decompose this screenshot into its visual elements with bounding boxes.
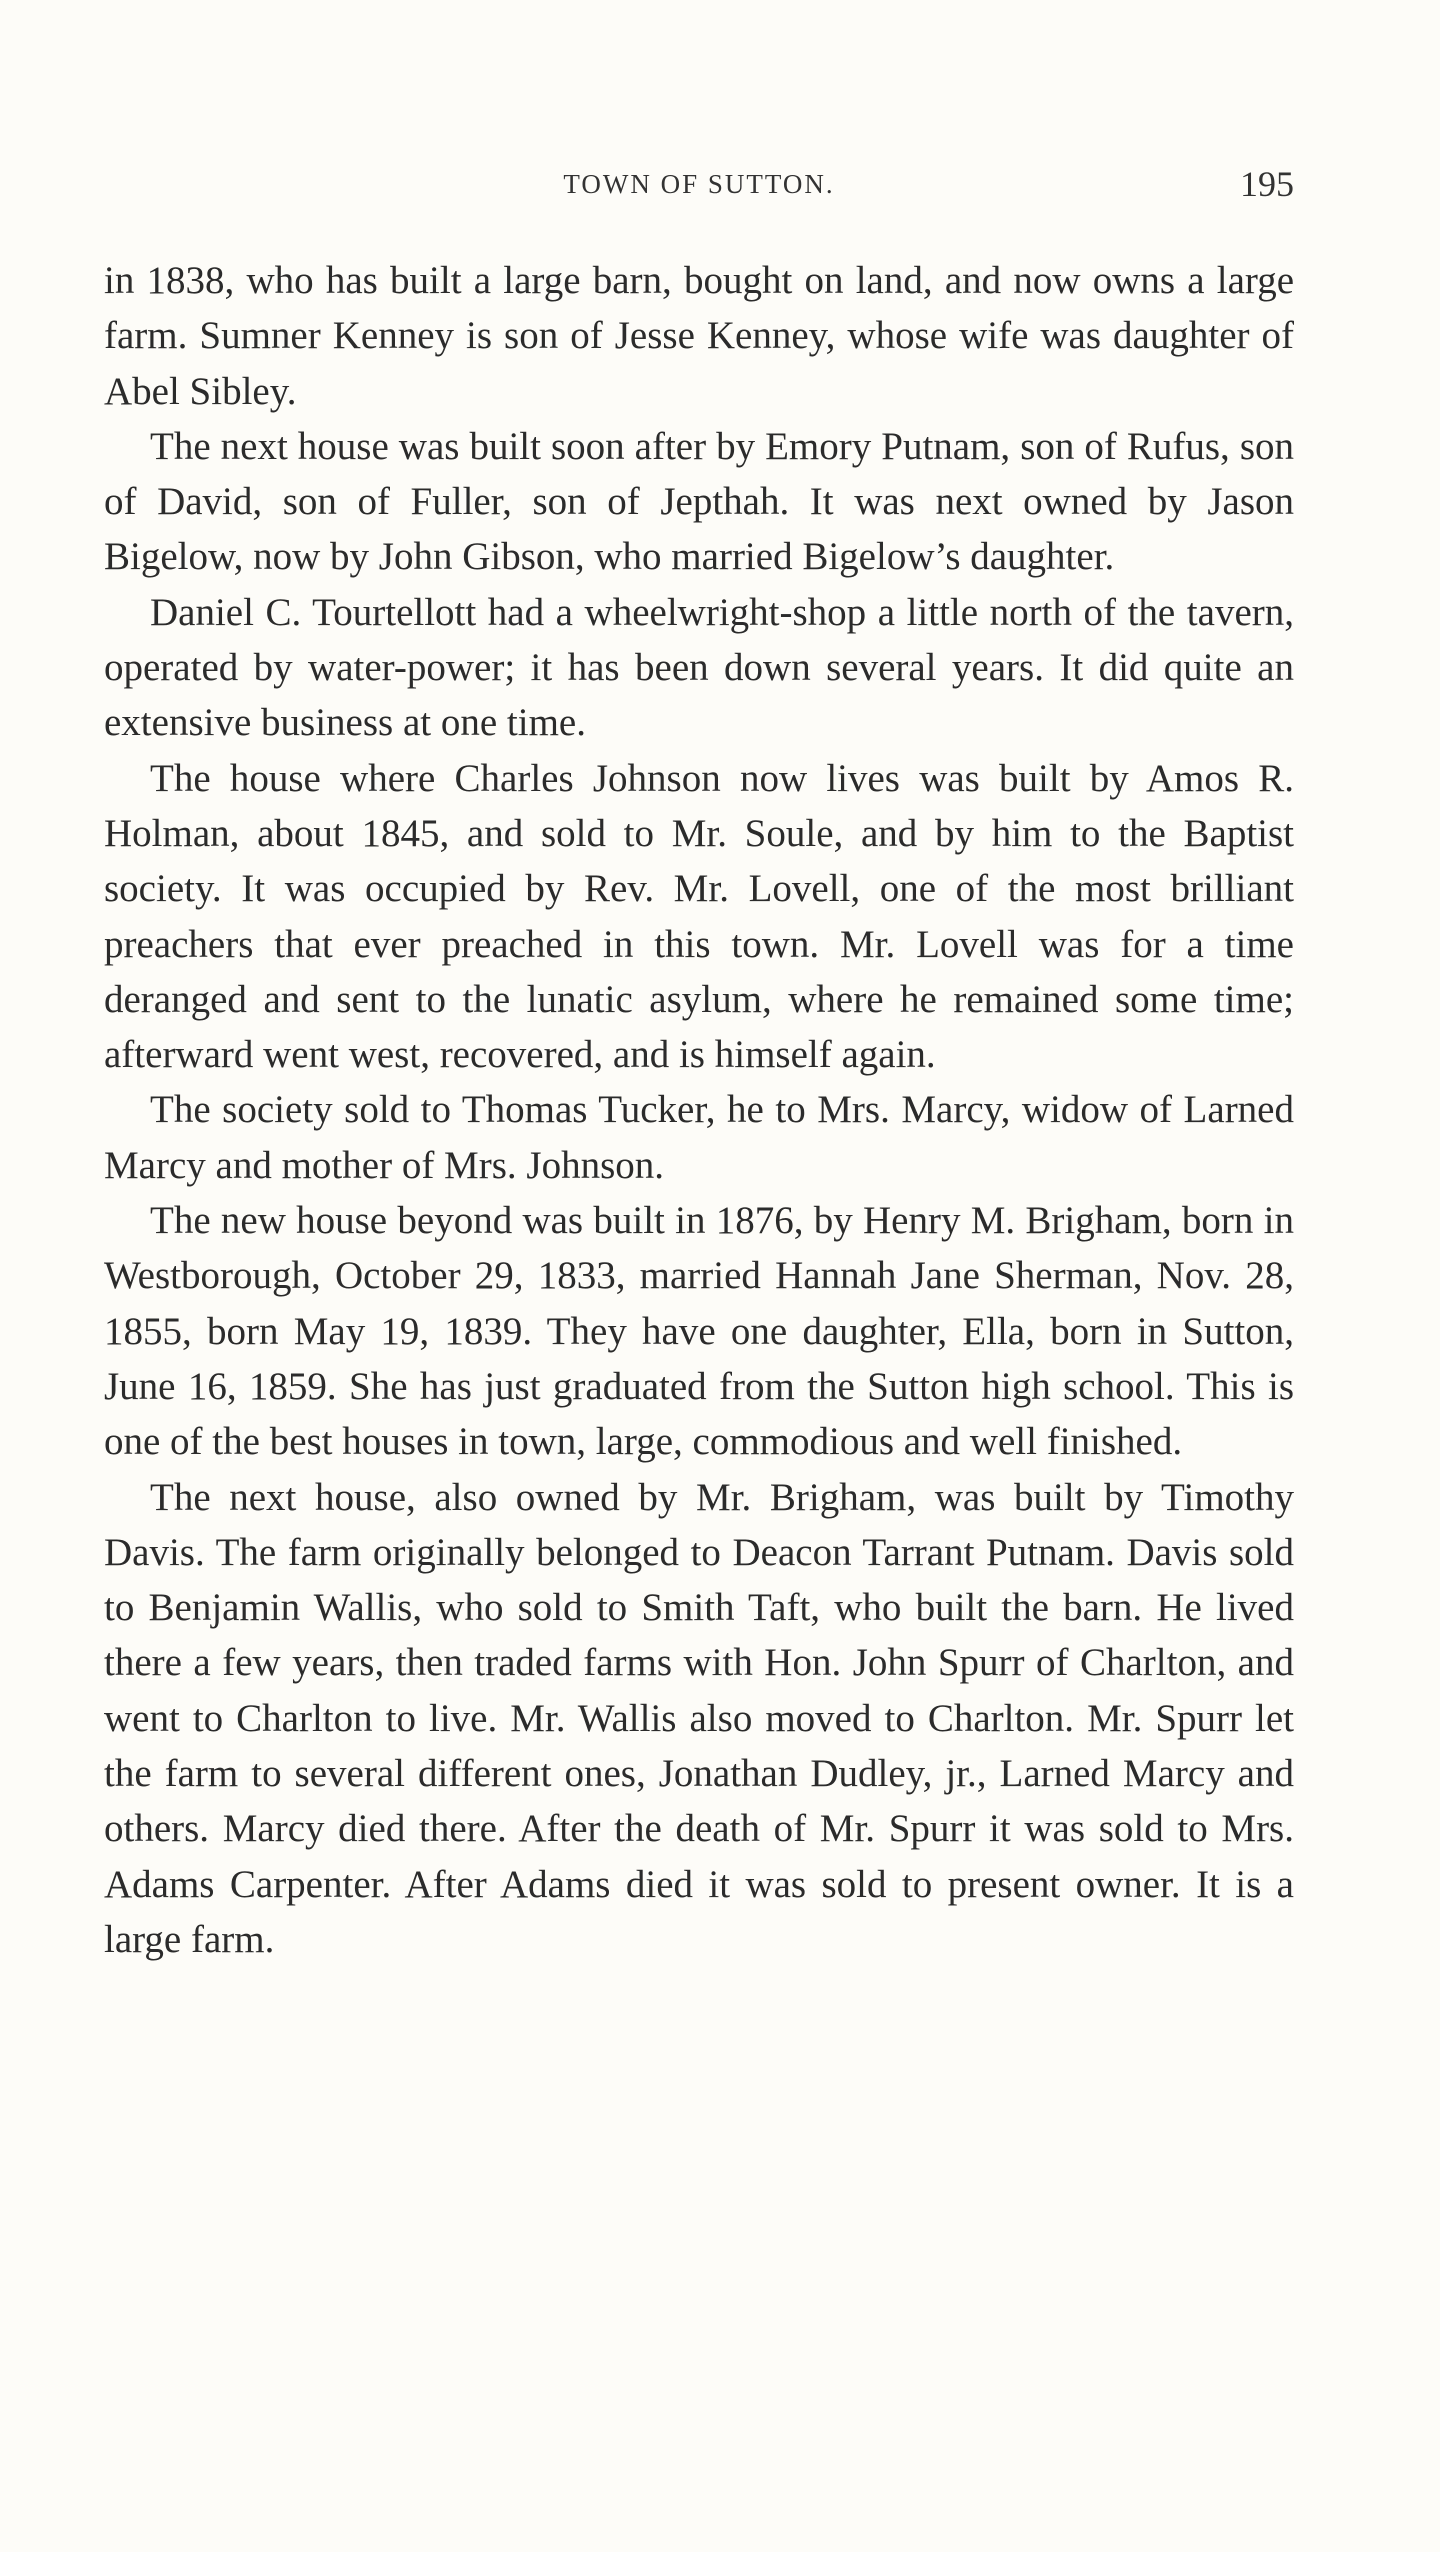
- paragraph: Daniel C. Tourtellott had a wheelwright-shop a little north of the tavern, operated by water-power; it has been down several years. It did quite an extensive business at one time.: [104, 590, 1294, 745]
- page-number: 195: [1240, 164, 1294, 204]
- paragraph: The next house, also owned by Mr. Brigham, was built by Timothy Davis. The farm originally belonged to Deacon Tarrant Putnam. Davis sold to Benjamin Wallis, who sold to Smith Taft, who built the barn. He lived there a few years, then traded farms with Hon. John Spurr of Charlton, and went to Charlton to live. Mr. Wallis also moved to Charlton. Mr. Spurr let the farm to several different ones, Jonathan Dudley, jr., Larned Marcy and others. Marcy died there. After the death of Mr. Spurr it was sold to Mrs. Adams Carpenter. After Adams died it was sold to present owner. It is a large farm.: [104, 1475, 1294, 1961]
- paragraph: The society sold to Thomas Tucker, he to Mrs. Marcy, widow of Larned Marcy and mother of Mrs. Johnson.: [104, 1088, 1294, 1187]
- paragraph: in 1838, who has built a large barn, bought on land, and now owns a large farm. Sumner Kenney is son of Jesse Kenney, whose wife was daughter of Abel Sibley.: [104, 259, 1294, 413]
- running-head: [104, 163, 1294, 213]
- paragraph: The new house beyond was built in 1876, by Henry M. Brigham, born in Westborough, October 29, 1833, married Hannah Jane Sherman, Nov. 28, 1855, born May 19, 1839. They have one daughter, Ella, born in Sutton, June 16, 1859. She has just graduated from the Sutton high school. This is one of the best houses in town, large, commodious and well finished.: [104, 1199, 1294, 1464]
- paragraph: The next house was built soon after by Emory Putnam, son of Rufus, son of David, son of Fuller, son of Jepthah. It was next owned by Jason Bigelow, now by John Gibson, who married Bigelow’s daughter.: [104, 424, 1294, 579]
- running-title: TOWN OF SUTTON.: [563, 169, 835, 199]
- paragraph: The house where Charles Johnson now lives was built by Amos R. Holman, about 1845, and sold to Mr. Soule, and by him to the Baptist society. It was occupied by Rev. Mr. Lovell, one of the most brilliant preachers that ever preached in this town. Mr. Lovell was for a time deranged and sent to the lunatic asylum, where he remained some time; afterward went west, recovered, and is himself again.: [104, 756, 1294, 1077]
- body-text: [104, 253, 1294, 1967]
